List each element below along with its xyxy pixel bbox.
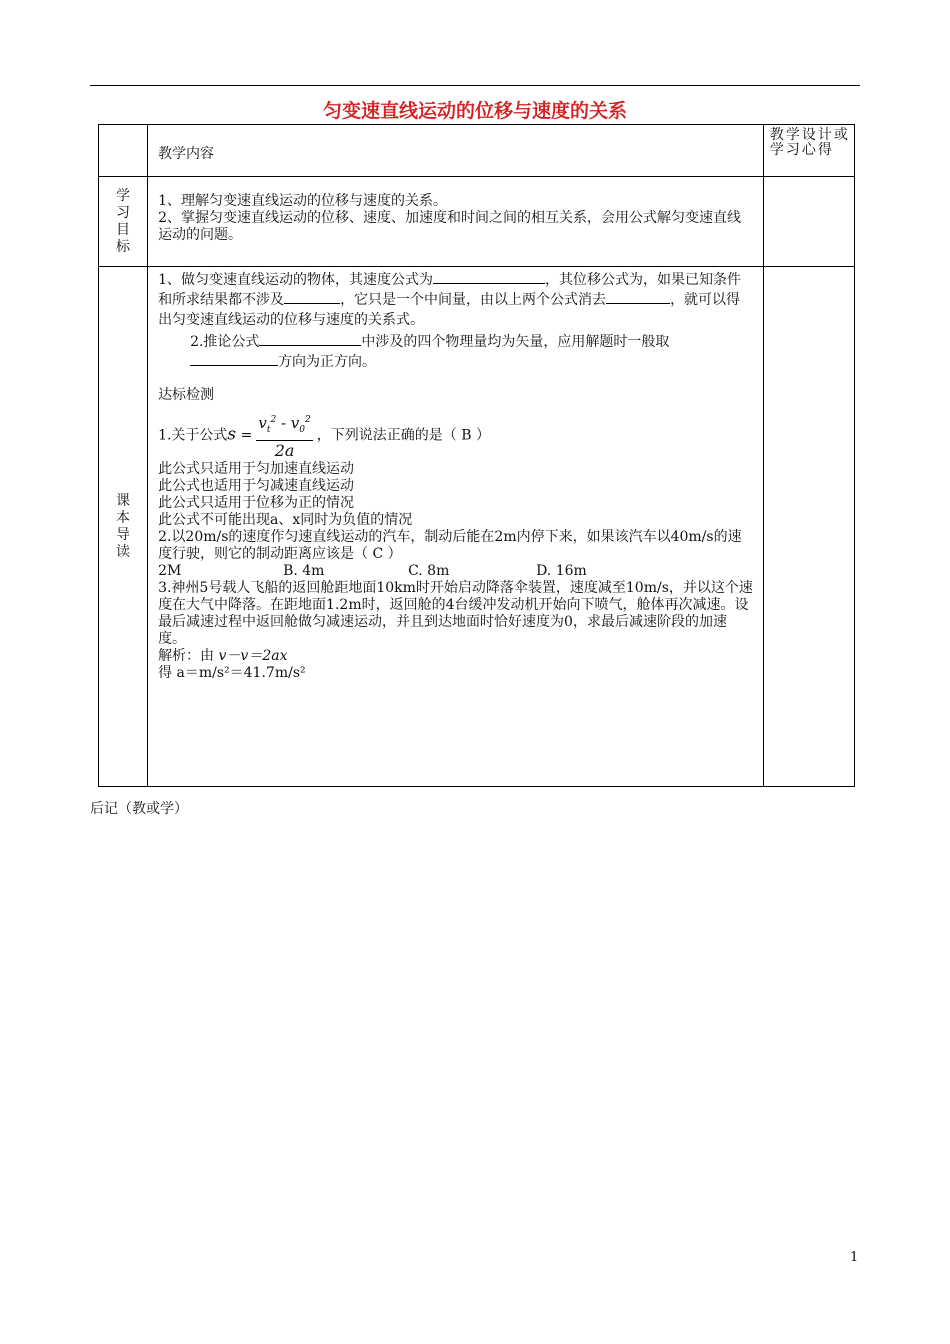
formula-s: s [227, 424, 237, 445]
option-item: 此公式也适用于匀减速直线运动 [158, 478, 355, 494]
answer-blank [433, 269, 545, 284]
question-3: 3.神州5号载人飞船的返回舱距地面10km时开始启动降落伞装置，速度减至10m/s，并以这个速度在大气中降落。在距地面1.2m时，返回舱的4台缓冲发动机开始向下喷气，舱体再次减速。设最后减速过程中返回舱做匀减速运动，并且到达地面时恰好速度为0，求最后减速阶段的加速度。 [158, 580, 753, 647]
option-item: 此公式只适用于位移为正的情况 [158, 495, 355, 511]
option-c: C. 8m [408, 563, 450, 579]
reading-label-cell [99, 267, 148, 787]
fill-question-2: 2.推论公式 中涉及的四个物理量均为矢量，应用解题时一般取方向为正方向。 [158, 331, 753, 371]
reading-label: 课本导读 [116, 492, 131, 560]
page-number: 1 [850, 1250, 859, 1265]
displacement-formula: $\frac{v_t^2 - v_0^2}{2a}$ [256, 410, 312, 461]
page-title: 匀变速直线运动的位移与速度的关系 [322, 100, 627, 122]
goals-content-cell [148, 177, 764, 267]
header-design-cell [763, 125, 854, 177]
header-content-cell [148, 125, 764, 177]
answer-blank [259, 331, 361, 346]
check-title: 达标检测 [158, 387, 215, 403]
answer-blank [606, 289, 670, 304]
question-2: 2.以20m/s的速度作匀速直线运动的汽车，制动后能在2m内停下来，如果该汽车以40m/s的速度行驶，则它的制动距离应该是（ C ） [158, 529, 742, 562]
question-1: 1.关于公式s = $\frac{v_t^2 - v_0^2}{2a}$ ，下列说法正确的是（ B ） [158, 410, 753, 461]
content-label: 教学内容 [158, 146, 215, 162]
goals-label-cell [99, 177, 148, 267]
design-label: 教学设计或学习心得 [769, 127, 850, 158]
goals-row [99, 177, 855, 267]
option-d: D. 16m [536, 563, 587, 579]
fill-question-1: 1、做匀变速直线运动的物体，其速度公式为 ，其位移公式为，如果已知条件和所求结果都不涉及 ，它只是一个中间量，由以上两个公式消去 ，就可以得出匀变速直线运动的位移与速度的关系式。 [158, 269, 753, 329]
goal-item: 1、理解匀变速直线运动的位移与速度的关系。 [158, 193, 447, 209]
answer-blank [190, 351, 278, 366]
option-item: 此公式只适用于匀加速直线运动 [158, 461, 355, 477]
option-a: 2M [158, 563, 182, 579]
reading-content-cell [148, 267, 764, 787]
reading-notes-cell [763, 267, 854, 787]
question-2-options [158, 563, 753, 580]
answer-line: 得 a＝m/s²＝41.7m/s² [158, 665, 306, 681]
lesson-table [98, 124, 855, 787]
option-b: B. 4m [283, 563, 325, 579]
option-item: 此公式不可能出现a、x同时为负值的情况 [158, 512, 413, 528]
footer-note: 后记（教或学） [90, 801, 188, 817]
header-blank-cell [99, 125, 148, 177]
goals-label: 学习目标 [116, 187, 131, 255]
goals-notes-cell [763, 177, 854, 267]
reading-row [99, 267, 855, 787]
top-rule [90, 85, 860, 86]
header-row [99, 125, 855, 177]
answer-blank [284, 289, 340, 304]
solution-line: 解析：由 v－v＝2ax [158, 648, 288, 664]
goal-item: 2、掌握匀变速直线运动的位移、速度、加速度和时间之间的相互关系，会用公式解匀变速直线运动的问题。 [158, 210, 741, 243]
